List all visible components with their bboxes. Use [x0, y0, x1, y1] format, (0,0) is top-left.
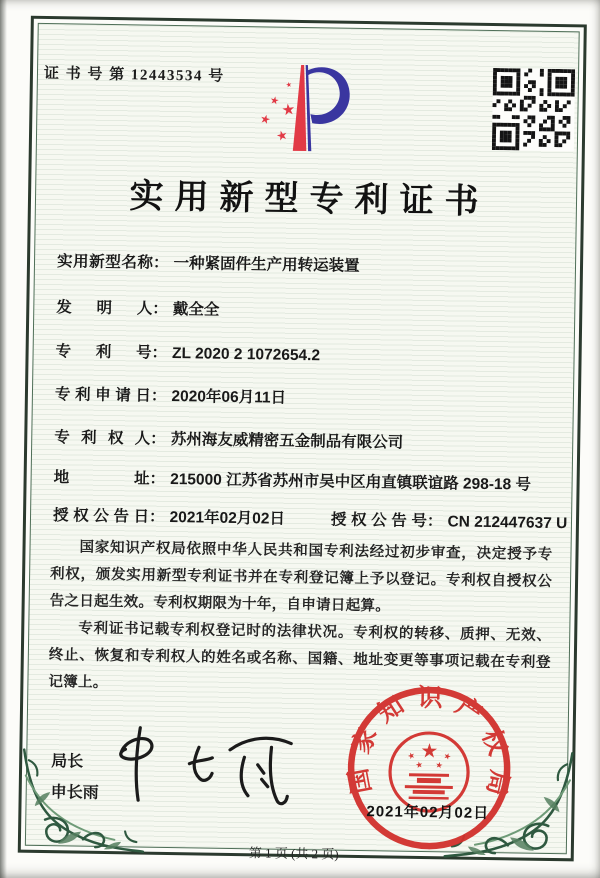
field-colon: ：: [150, 387, 167, 405]
legal-text: [48, 534, 552, 704]
official-seal-icon: [342, 681, 517, 856]
field-value: 2020年06月11日: [171, 387, 287, 407]
field-label: 专利号: [55, 343, 152, 362]
field-value: 一种紧固件生产用转运装置: [173, 254, 360, 275]
director-name: 申长雨: [50, 784, 99, 802]
field-value: ZL 2020 2 1072654.2: [171, 344, 321, 365]
field-label: 专利权人: [54, 429, 151, 448]
body-paragraph: 专利证书记载专利权登记时的法律状况。专利权的转移、质押、无效、终止、恢复和专利权人的姓名或名称、国籍、地址变更等事项记载在专利登记簿上。: [48, 620, 552, 692]
field-value: 215000 江苏省苏州市吴中区甪直镇联谊路 298-18 号: [170, 470, 532, 494]
field-colon: ：: [150, 430, 166, 448]
certificate-title: 实用新型专利证书: [129, 178, 490, 221]
certificate-number: 证 书 号 第 12443534 号: [43, 65, 225, 85]
field-colon: ：: [152, 254, 169, 272]
cnipa-logo-icon: [256, 57, 358, 157]
field-label: 授权公告号: [330, 511, 428, 531]
body-paragraph: 国家知识产权局依照中华人民共和国专利法经过初步审查，决定授予专利权，颁发实用新型专利证书并在专利登记簿上予以登记。专利权自授权公告之日起生效。专利权期限为十年，自申请日起算。: [49, 539, 553, 615]
field-value: CN 212447637 U: [447, 513, 568, 533]
signature-icon: [106, 721, 315, 812]
field-label: 地址: [53, 469, 150, 488]
field-colon: ：: [426, 513, 443, 531]
field-colon: ：: [148, 508, 165, 526]
field-label: 授权公告日: [52, 507, 150, 526]
field-label: 专利申请日: [54, 386, 152, 405]
field-colon: ：: [149, 470, 166, 488]
field-colon: ：: [151, 344, 168, 362]
director-block: [50, 746, 99, 809]
field-label: 发明人: [56, 299, 153, 318]
field-group-grant-number: [331, 509, 568, 534]
page-footer: 第 1 页 (共 2 页): [248, 845, 339, 862]
director-title: 局长: [51, 753, 84, 771]
seal-date: 2021年02月02日: [366, 803, 490, 823]
seal-text: 国家知识产权局: [344, 683, 514, 798]
field-value: 戴全全: [172, 300, 220, 319]
field-colon: ：: [152, 300, 168, 318]
field-value: 2021年02月02日: [169, 508, 286, 528]
field-value: 苏州海友威精密五金制品有限公司: [170, 430, 404, 452]
qr-code: [492, 68, 575, 151]
field-label: 实用新型名称: [56, 253, 154, 272]
